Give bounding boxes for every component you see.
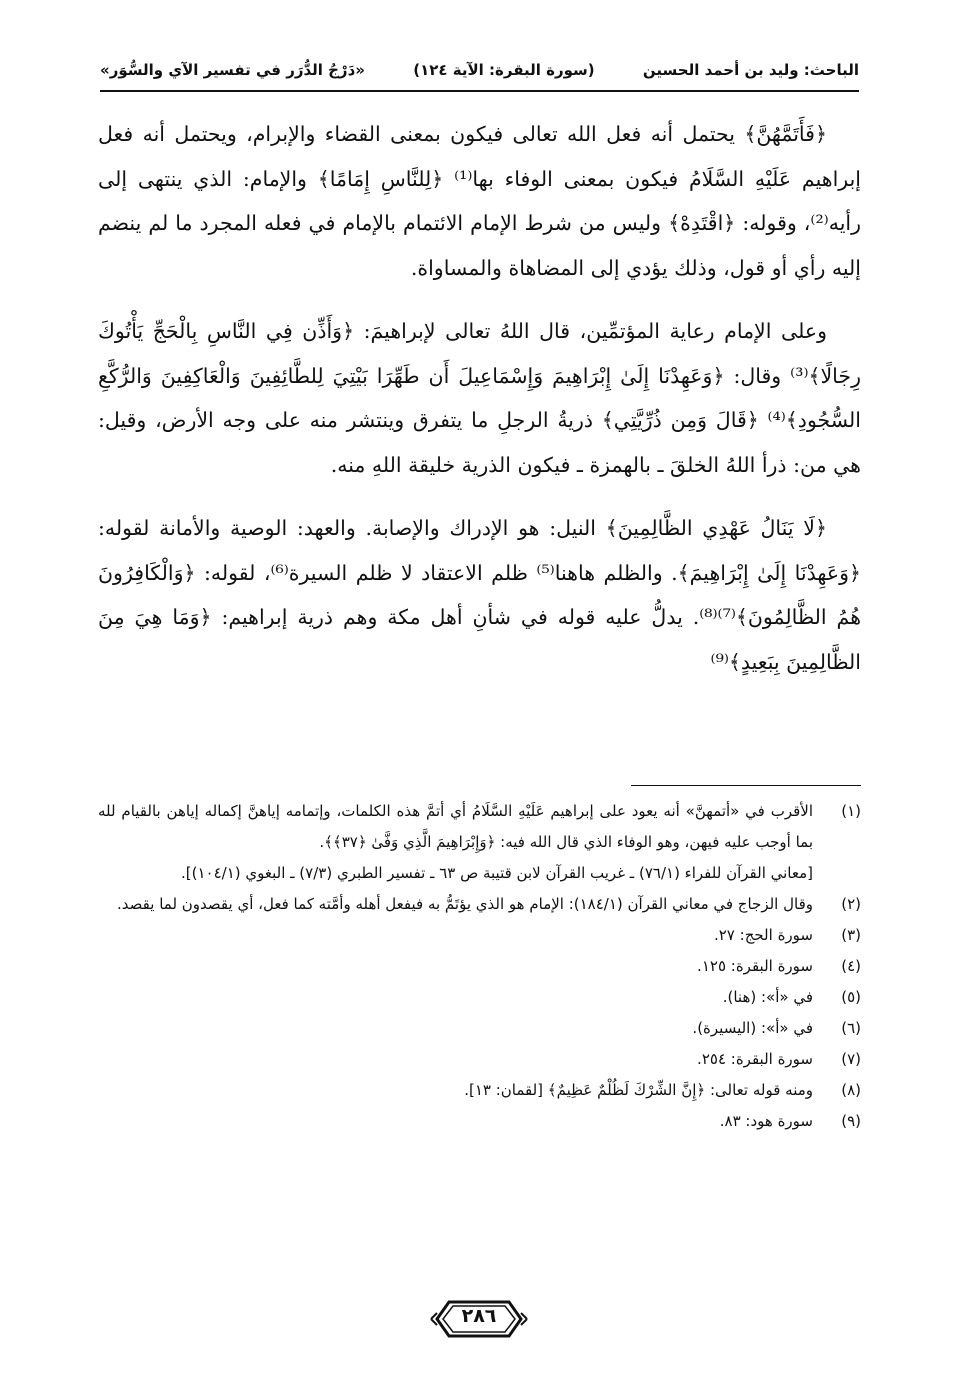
footnotes-list [98, 796, 861, 1137]
footnote-text [98, 951, 813, 982]
surah-location: (سورة البقرة: الآية ١٢٤) [413, 61, 595, 79]
footnote-text [98, 1106, 813, 1137]
footnote-text [98, 1075, 813, 1106]
footnote-line: سورة هود: ٨٣. [719, 1112, 813, 1130]
author-name: الباحث: وليد بن أحمد الحسين [642, 61, 859, 79]
footnote-text [98, 1013, 813, 1044]
footnote-item [98, 796, 861, 889]
page-number-text: ٢٨٦ [461, 1305, 497, 1327]
footnote-item [98, 1013, 861, 1044]
footnote-item [98, 1044, 861, 1075]
footnote-item [98, 951, 861, 982]
footnote-line: سورة البقرة: ٢٥٤. [697, 1050, 813, 1068]
footnote-number: (٥) [841, 988, 861, 1006]
footnote-number: (١) [841, 802, 861, 820]
footnote-number: (٩) [841, 1112, 861, 1130]
footnote-item [98, 1075, 861, 1106]
footnote-line: وقال الزجاج في معاني القرآن (١٨٤/١): الإمام هو الذي يؤتَمُّ به فيفعل أهله وأمَّته كما فعل، أي يقصدون لما يقصد. [117, 895, 813, 913]
page-number [429, 1296, 529, 1342]
footnote-item [98, 982, 861, 1013]
footnote-item [98, 1106, 861, 1137]
footnote-line: سورة البقرة: ١٢٥. [697, 957, 813, 975]
footnote-line: في «أ»: (اليسيرة). [692, 1019, 813, 1037]
footnote-item [98, 889, 861, 920]
footnote-number: (٣) [841, 926, 861, 944]
main-text [98, 112, 861, 703]
footnote-line: الأقرب في «أتمهنَّ» أنه يعود على إبراهيم عَلَيْهِ السَّلَامُ أي أتمَّ هذه الكلمات، وإتمامه إياهنَّ إكماله إياهن بالقيام لله بما أوجب عليه فيهن، وهو الوفاء الذي قال الله فيه: ﴿وَإِبْرَاهِيمَ الَّذِي وَفَّىٰ ﴿٣٧﴾﴾. [98, 802, 813, 851]
footnote-number: (٧) [841, 1050, 861, 1068]
footnote-divider [631, 785, 861, 786]
footnote-line: سورة الحج: ٢٧. [713, 926, 813, 944]
footnote-line: ومنه قوله تعالى: ﴿إِنَّ الشِّرْكَ لَظُلْمٌ عَظِيمٌ﴾ [لقمان: ١٣]. [464, 1081, 813, 1099]
footnote-item [98, 920, 861, 951]
footnote-text [98, 889, 813, 920]
footnote-text [98, 1044, 813, 1075]
footnote-line: [معاني القرآن للفراء (٧٦/١) ـ غريب القرآن لابن قتيبة ص ٦٣ ـ تفسير الطبري (٧/٣) ـ البغوي (١٠٤/١)]. [180, 864, 813, 882]
footnote-number: (٨) [841, 1081, 861, 1099]
footnote-text [98, 920, 813, 951]
book-title: «دَرْجُ الدُّرَر في تفسير الآي والسُّوَر» [100, 61, 365, 79]
paragraph: وعلى الإمام رعاية المؤتمِّين، قال اللهُ تعالى لإبراهيمَ: ﴿وَأَذِّن فِي النَّاسِ بِالْحَجِّ يَأْتُوكَ رِجَالًا﴾⁽³⁾ وقال: ﴿وَعَهِدْنَا إِلَىٰ إِبْرَاهِيمَ وَإِسْمَاعِيلَ أَن طَهِّرَا بَيْتِيَ لِلطَّائِفِينَ وَالْعَاكِفِينَ وَالرُّكَّعِ السُّجُودِ﴾⁽⁴⁾ ﴿قَالَ وَمِن ذُرِّيَّتِي﴾ ذريةُ الرجلِ ما يتفرق وينتشر منه على وجه الأرض، وقيل: هي من: ذرأ اللهُ الخلقَ ـ بالهمزة ـ فيكون الذرية خليقة اللهِ منه. [98, 319, 861, 477]
footnote-text [98, 796, 813, 889]
footnote-number: (٢) [841, 895, 861, 913]
footnote-number: (٦) [841, 1019, 861, 1037]
page-header [100, 52, 859, 88]
paragraph: ﴿لَا يَنَالُ عَهْدِي الظَّالِمِينَ﴾ النيل: هو الإدراك والإصابة. والعهد: الوصية والأمانة لقوله: ﴿وَعَهِدْنَا إِلَىٰ إِبْرَاهِيمَ﴾. والظلم هاهنا⁽⁵⁾ ظلم الاعتقاد لا ظلم السيرة⁽⁶⁾، لقوله: ﴿وَالْكَافِرُونَ هُمُ الظَّالِمُونَ﴾⁽⁷⁾⁽⁸⁾. يدلُّ عليه قوله في شأنِ أهل مكة وهم ذرية إبراهيم: ﴿وَمَا هِيَ مِنَ الظَّالِمِينَ بِبَعِيدٍ﴾⁽⁹⁾ [98, 516, 861, 674]
footnote-number: (٤) [841, 957, 861, 975]
paragraph: ﴿فَأَتَمَّهُنَّ﴾ يحتمل أنه فعل الله تعالى فيكون بمعنى القضاء والإبرام، ويحتمل أنه فعل إبراهيم عَلَيْهِ السَّلَامُ فيكون بمعنى الوفاء بها⁽¹⁾ ﴿لِلنَّاسِ إِمَامًا﴾ والإمام: الذي ينتهى إلى رأيه⁽²⁾، وقوله: ﴿اقْتَدِهْ﴾ وليس من شرط الإمام الائتمام بالإمام في فعله المجرد ما لم ينضم إليه رأي أو قول، وذلك يؤدي إلى المضاهاة والمساواة. [98, 122, 861, 280]
header-divider [100, 90, 859, 92]
footnote-text [98, 982, 813, 1013]
footnote-line: في «أ»: (هنا). [722, 988, 813, 1006]
